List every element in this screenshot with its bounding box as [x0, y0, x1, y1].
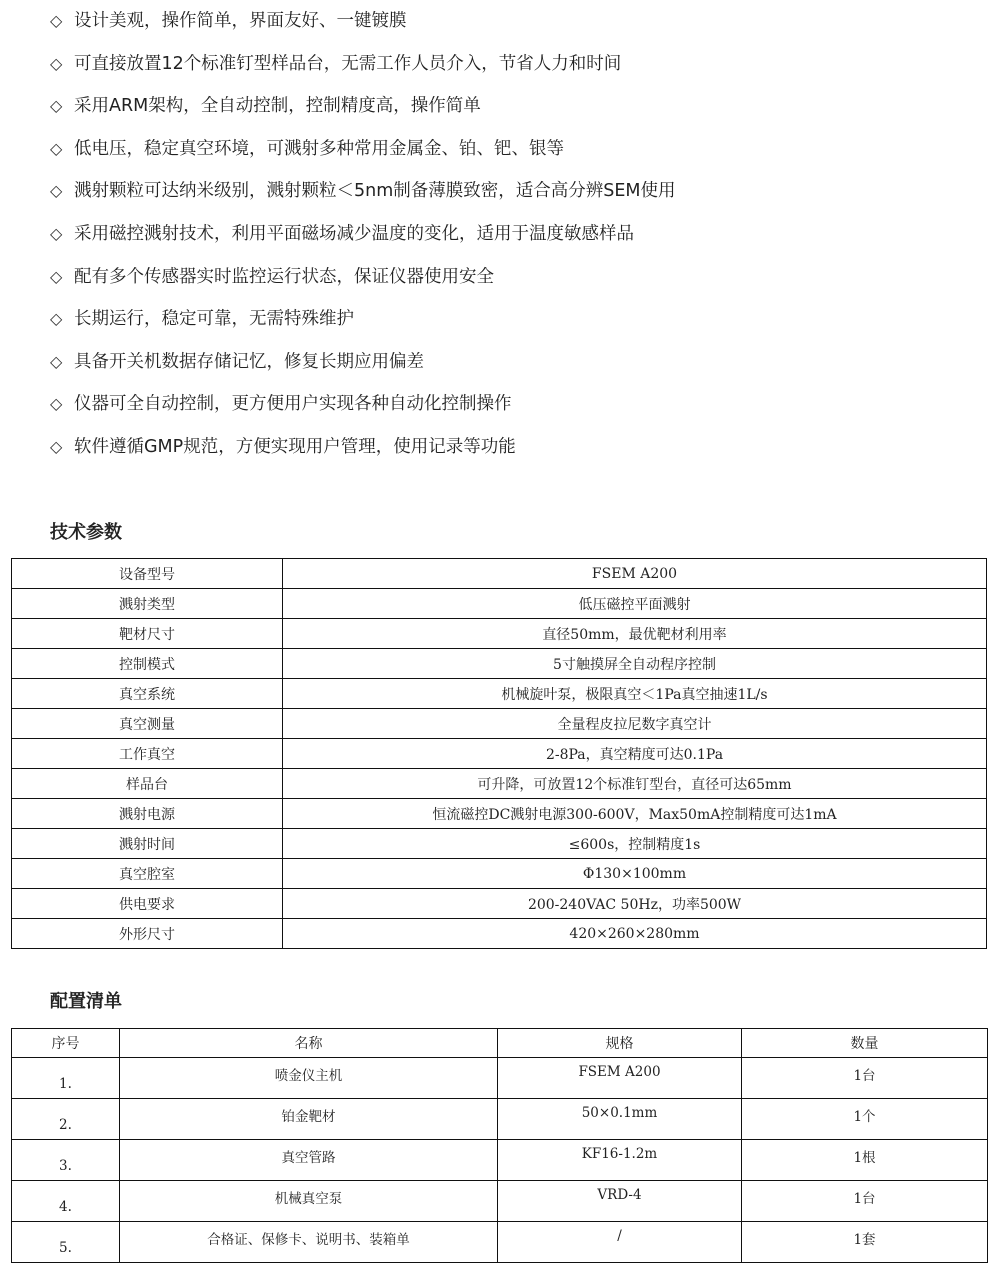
feature-text: 长期运行，稳定可靠，无需特殊维护 [74, 309, 354, 330]
diamond-bullet-icon: ◇ [50, 309, 63, 329]
feature-item [50, 256, 980, 299]
diamond-bullet-icon: ◇ [50, 394, 63, 414]
feature-text: 可直接放置12个标准钉型样品台，无需工作人员介入，节省人力和时间 [74, 53, 622, 74]
table-row [12, 1140, 988, 1181]
row-name: 真空管路 [120, 1140, 498, 1181]
diamond-bullet-icon: ◇ [50, 436, 63, 456]
spec-key: 溅射时间 [12, 829, 283, 859]
table-header-row [12, 1029, 988, 1058]
spec-key: 样品台 [12, 769, 283, 799]
spec-key: 控制模式 [12, 649, 283, 679]
spec-table [11, 558, 987, 949]
spec-value: 200-240VAC 50Hz，功率500W [283, 889, 987, 919]
table-row [12, 829, 987, 859]
row-spec: FSEM A200 [498, 1058, 742, 1099]
config-table [11, 1028, 988, 1263]
spec-value: Φ130×100mm [283, 859, 987, 889]
table-row [12, 589, 987, 619]
feature-text: 采用ARM架构，全自动控制，控制精度高，操作简单 [74, 96, 481, 117]
table-row [12, 769, 987, 799]
feature-text: 低电压，稳定真空环境，可溅射多种常用金属金、铂、钯、银等 [74, 138, 564, 159]
diamond-bullet-icon: ◇ [50, 266, 63, 286]
row-name: 合格证、保修卡、说明书、装箱单 [120, 1222, 498, 1263]
feature-text: 设计美观，操作简单，界面友好、一键镀膜 [74, 11, 407, 31]
table-row [12, 649, 987, 679]
row-qty: 1个 [742, 1099, 988, 1140]
feature-text: 溅射颗粒可达纳米级别，溅射颗粒＜5nm制备薄膜致密，适合高分辨SEM使用 [74, 181, 676, 202]
table-row [12, 1058, 988, 1099]
feature-item [50, 341, 980, 384]
feature-item [50, 298, 980, 341]
feature-text: 仪器可全自动控制，更方便用户实现各种自动化控制操作 [74, 394, 512, 415]
feature-item [50, 383, 980, 426]
row-name: 喷金仪主机 [120, 1058, 498, 1099]
table-row [12, 709, 987, 739]
diamond-bullet-icon: ◇ [50, 96, 63, 116]
feature-text: 配有多个传感器实时监控运行状态，保证仪器使用安全 [74, 266, 494, 287]
spec-key: 靶材尺寸 [12, 619, 283, 649]
spec-value: 低压磁控平面溅射 [283, 589, 987, 619]
feature-item [50, 170, 980, 213]
spec-value: 5寸触摸屏全自动程序控制 [283, 649, 987, 679]
table-row [12, 559, 987, 589]
row-no: 1. [12, 1058, 120, 1099]
row-no: 3. [12, 1140, 120, 1181]
row-no: 4. [12, 1181, 120, 1222]
spec-value: 恒流磁控DC溅射电源300-600V，Max50mA控制精度可达1mA [283, 799, 987, 829]
spec-key: 溅射电源 [12, 799, 283, 829]
table-row [12, 919, 987, 949]
row-no: 2. [12, 1099, 120, 1140]
diamond-bullet-icon: ◇ [50, 181, 63, 201]
spec-value: 420×260×280mm [283, 919, 987, 949]
row-no: 5. [12, 1222, 120, 1263]
feature-item [50, 0, 980, 43]
spec-value: 2-8Pa，真空精度可达0.1Pa [283, 739, 987, 769]
feature-item [50, 43, 980, 86]
spec-value: 全量程皮拉尼数字真空计 [283, 709, 987, 739]
diamond-bullet-icon: ◇ [50, 223, 63, 243]
row-qty: 1台 [742, 1058, 988, 1099]
spec-section-title: 技术参数 [50, 522, 122, 543]
row-qty: 1根 [742, 1140, 988, 1181]
spec-key: 溅射类型 [12, 589, 283, 619]
table-row [12, 889, 987, 919]
diamond-bullet-icon: ◇ [50, 138, 63, 158]
table-row [12, 619, 987, 649]
table-row [12, 679, 987, 709]
feature-text: 采用磁控溅射技术，利用平面磁场减少温度的变化，适用于温度敏感样品 [74, 223, 634, 244]
spec-value: FSEM A200 [283, 559, 987, 589]
spec-key: 工作真空 [12, 739, 283, 769]
row-spec: VRD-4 [498, 1181, 742, 1222]
spec-value: 机械旋叶泵，极限真空＜1Pa真空抽速1L/s [283, 679, 987, 709]
spec-value: 可升降，可放置12个标准钉型台，直径可达65mm [283, 769, 987, 799]
spec-key: 真空测量 [12, 709, 283, 739]
diamond-bullet-icon: ◇ [50, 11, 63, 30]
header-no: 序号 [12, 1029, 120, 1058]
table-row [12, 1222, 988, 1263]
feature-item [50, 85, 980, 128]
header-name: 名称 [120, 1029, 498, 1058]
row-spec: KF16-1.2m [498, 1140, 742, 1181]
feature-item [50, 426, 980, 469]
diamond-bullet-icon: ◇ [50, 351, 63, 371]
feature-item [50, 213, 980, 256]
spec-key: 外形尺寸 [12, 919, 283, 949]
row-spec: 50×0.1mm [498, 1099, 742, 1140]
table-row [12, 1181, 988, 1222]
spec-key: 供电要求 [12, 889, 283, 919]
feature-item [50, 128, 980, 171]
spec-value: ≤600s，控制精度1s [283, 829, 987, 859]
feature-text: 具备开关机数据存储记忆，修复长期应用偏差 [74, 351, 424, 372]
feature-text: 软件遵循GMP规范，方便实现用户管理，使用记录等功能 [74, 436, 516, 457]
spec-key: 真空腔室 [12, 859, 283, 889]
diamond-bullet-icon: ◇ [50, 53, 63, 73]
table-row [12, 739, 987, 769]
row-qty: 1套 [742, 1222, 988, 1263]
table-row [12, 859, 987, 889]
row-name: 机械真空泵 [120, 1181, 498, 1222]
feature-list [50, 0, 980, 469]
config-section-title: 配置清单 [50, 991, 122, 1012]
header-qty: 数量 [742, 1029, 988, 1058]
row-name: 铂金靶材 [120, 1099, 498, 1140]
row-spec: / [498, 1222, 742, 1263]
table-row [12, 1099, 988, 1140]
spec-value: 直径50mm，最优靶材利用率 [283, 619, 987, 649]
row-qty: 1台 [742, 1181, 988, 1222]
header-spec: 规格 [498, 1029, 742, 1058]
spec-key: 真空系统 [12, 679, 283, 709]
spec-key: 设备型号 [12, 559, 283, 589]
table-row [12, 799, 987, 829]
